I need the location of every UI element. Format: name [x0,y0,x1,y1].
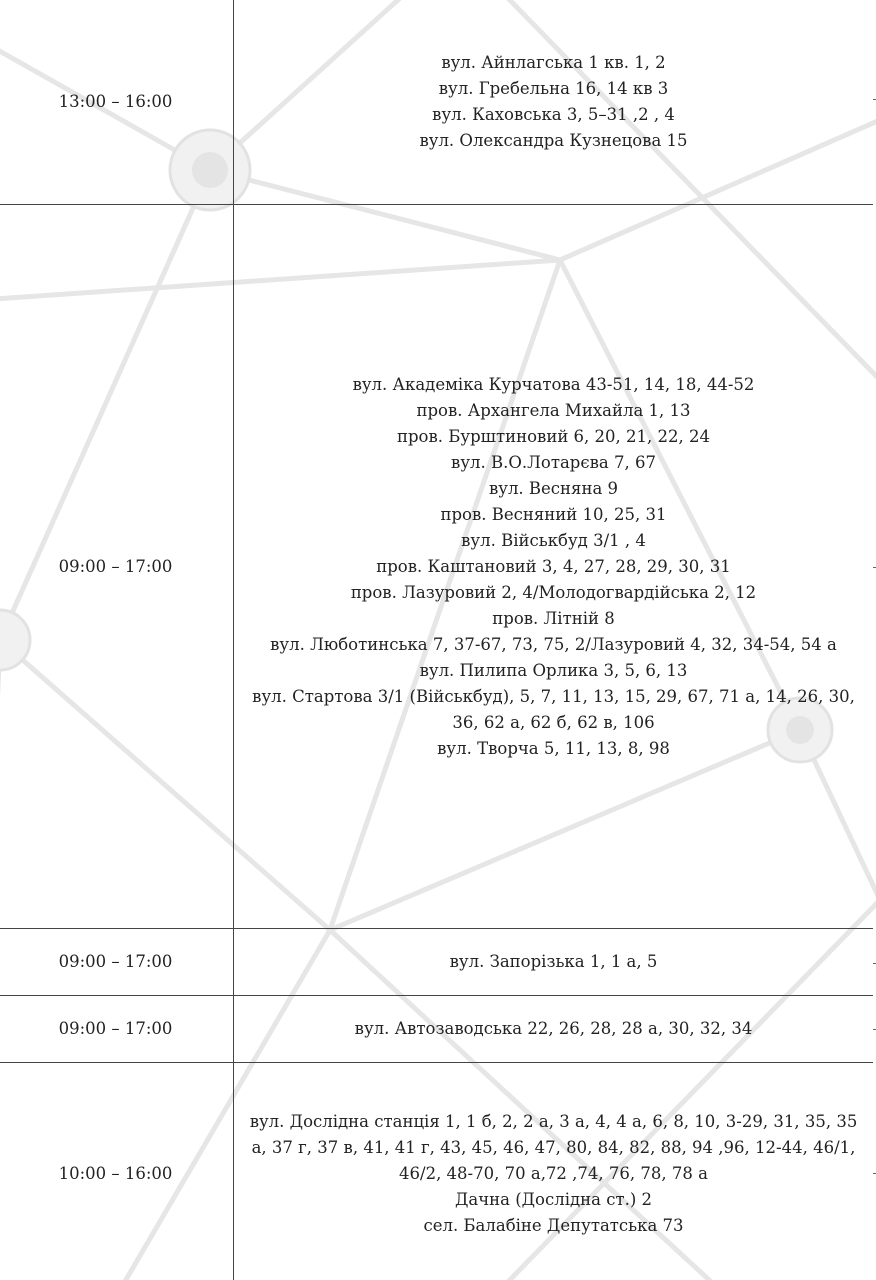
time-cell: 10:00 – 16:00 [0,1063,234,1280]
address-line: вул. Дослідна станція 1, 1 б, 2, 2 а, 3 а, 4, 4 а, 6, 8, 10, 3-29, 31, 35, 35 [249,1111,858,1131]
address-line: вул. Пилипа Орлика 3, 5, 6, 13 [419,660,688,680]
table-row [0,929,873,996]
table-row [0,1063,873,1280]
address-line: пров. Лазуровий 2, 4/Молодогвардійська 2, 12 [350,582,757,602]
address-line: вул. Айнлагська 1 кв. 1, 2 [441,52,666,72]
time-cell: 09:00 – 17:00 [0,996,234,1063]
address-line: 36, 62 а, 62 б, 62 в, 106 [452,712,655,732]
address-line: вул. Гребельна 16, 14 кв 3 [438,78,669,98]
address-line: вул. Люботинська 7, 37-67, 73, 75, 2/Лазуровий 4, 32, 34-54, 54 а [270,634,837,654]
address-line: вул. Творча 5, 11, 13, 8, 98 [437,738,670,758]
address-line: Дачна (Дослідна ст.) 2 [454,1189,653,1209]
address-cell [234,929,874,996]
address-line: вул. Весняна 9 [488,478,619,498]
time-cell: 09:00 – 17:00 [0,205,234,929]
table-row [0,996,873,1063]
address-line: пров. Літній 8 [492,608,615,628]
address-cell [234,0,874,205]
address-line: вул. Стартова 3/1 (Військбуд), 5, 7, 11, 13, 15, 29, 67, 71 а, 14, 26, 30, [252,686,855,706]
address-line: вул. Олександра Кузнецова 15 [419,130,688,150]
table-row [0,205,873,929]
time-cell: 13:00 – 16:00 [0,0,234,205]
table-row [0,0,873,205]
address-line: вул. Військбуд 3/1 , 4 [461,530,646,550]
address-line: вул. Автозаводська 22, 26, 28, 28 а, 30, 32, 34 [354,1019,753,1038]
address-cell [234,996,874,1063]
address-line: пров. Каштановий 3, 4, 27, 28, 29, 30, 31 [376,556,731,576]
address-line: 46/2, 48-70, 70 а,72 ,74, 76, 78, 78 а [399,1163,708,1183]
time-cell: 09:00 – 17:00 [0,929,234,996]
address-line: пров. Архангела Михайла 1, 13 [416,400,691,420]
address-line: вул. В.О.Лотарєва 7, 67 [451,452,656,472]
address-line: пров. Бурштиновий 6, 20, 21, 22, 24 [396,426,711,446]
address-line: вул. Каховська 3, 5–31 ,2 , 4 [432,104,675,124]
address-cell [234,205,874,929]
address-line: а, 37 г, 37 в, 41, 41 г, 43, 45, 46, 47, 80, 84, 82, 88, 94 ,96, 12-44, 46/1, [251,1137,856,1157]
address-line: сел. Балабіне Депутатська 73 [423,1215,684,1235]
address-line: вул. Академіка Курчатова 43-51, 14, 18, 44-52 [352,374,755,394]
address-line: пров. Весняний 10, 25, 31 [440,504,667,524]
address-line: вул. Запорізька 1, 1 а, 5 [449,952,658,971]
address-cell [234,1063,874,1280]
